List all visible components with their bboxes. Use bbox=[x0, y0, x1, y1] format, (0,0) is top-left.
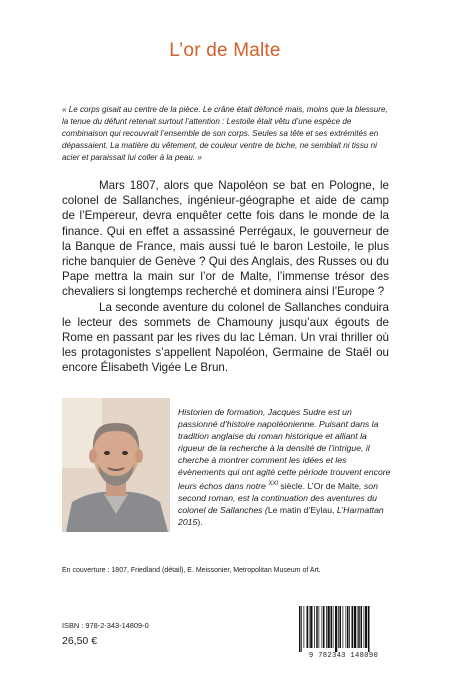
barcode-bar bbox=[301, 606, 302, 652]
barcode-bar bbox=[368, 606, 370, 652]
excerpt-quote: « Le corps gisait au centre de la pièce. Le crâne était défoncé mais, moins que la blessure, la tenue du défunt retenait surtout l’attention : Lestoile était vêtu d’une espèce de combinaison qui recouvrait l’ensemble de son corps. Seules sa tête et ses extrémités en dépassaient. La matière du vêtement, de couleur ventre de biche, ne semblait ni tissu ni acier et paraissait lui coller à la peau. » bbox=[62, 105, 388, 162]
barcode-bar bbox=[322, 606, 323, 648]
barcode-bar bbox=[340, 606, 342, 648]
barcode-bar bbox=[314, 606, 315, 648]
bio-previous-book: Le matin d’Eylau, bbox=[267, 504, 337, 515]
barcode-bars bbox=[295, 604, 392, 652]
barcode bbox=[295, 604, 392, 662]
barcode-bar bbox=[343, 606, 344, 648]
barcode-bar bbox=[347, 606, 349, 648]
bio-text: siècle. bbox=[277, 480, 308, 491]
barcode-bar bbox=[364, 606, 365, 648]
barcode-bar bbox=[358, 606, 360, 648]
barcode-bar bbox=[346, 606, 347, 648]
barcode-bar bbox=[338, 606, 339, 648]
barcode-bar bbox=[357, 606, 358, 648]
barcode-bar bbox=[354, 606, 356, 648]
book-title: L’or de Malte bbox=[169, 40, 281, 61]
barcode-bar bbox=[333, 606, 334, 648]
barcode-digits: 9 782343 148090 bbox=[308, 652, 379, 660]
bio-text: , son second roman, est la continuation des aventures du colonel de Sallanches ( bbox=[178, 480, 378, 515]
bio-book-title: L’Or de Malte bbox=[307, 480, 360, 491]
bio-publisher: L’Harmattan 2015 bbox=[178, 504, 384, 527]
author-portrait-illustration bbox=[62, 398, 170, 532]
author-photo bbox=[62, 398, 170, 532]
author-bio bbox=[178, 406, 392, 528]
summary-paragraph: La seconde aventure du colonel de Sallanches conduira le lecteur des sommets de Chamouny jusqu’aux égouts de Rome en passant par les rives du lac Léman. Un vrai thriller où les protagonistes s’appellent Napoléon, Germaine de Staël ou encore Élisabeth Vigée Le Brun. bbox=[62, 300, 389, 375]
barcode-bar bbox=[326, 606, 327, 648]
barcode-bar bbox=[331, 606, 333, 648]
barcode-bar bbox=[349, 606, 350, 648]
barcode-bar bbox=[307, 606, 309, 648]
isbn: ISBN : 978-2-343-14809-0 bbox=[62, 621, 149, 630]
cover-credit: En couverture : 1807, Friedland (détail), E. Meissonier, Metropolitan Museum of Art. bbox=[62, 567, 321, 574]
barcode-bar bbox=[299, 606, 301, 652]
barcode-bar bbox=[352, 606, 354, 648]
bio-text: ). bbox=[197, 516, 203, 527]
barcode-bar bbox=[309, 606, 310, 648]
price: 26,50 € bbox=[62, 635, 98, 647]
barcode-bar bbox=[328, 606, 330, 648]
book-summary bbox=[62, 178, 389, 376]
barcode-bar bbox=[316, 606, 318, 648]
barcode-bar bbox=[361, 606, 363, 648]
barcode-bar bbox=[365, 606, 367, 648]
barcode-bar bbox=[335, 606, 337, 652]
bio-century: XXI bbox=[268, 481, 278, 487]
summary-paragraph: Mars 1807, alors que Napoléon se bat en Pologne, le colonel de Sallanches, ingénieur-géographe et aide de camp de l’Empereur, devra enquêter cette fois dans le monde de la finance. Qui en effet a assassiné Perrégaux, le gouverneur de la Banque de France, mais aussi tué le baron Lestoile, le plus riche banquier de Genève ? Qui des Anglais, des Russes ou du Pape mettra la main sur l’or de Malte, l’immense trésor des chevaliers si longtemps recherché et dominera ainsi l’Europe ? bbox=[62, 179, 389, 299]
bio-text: Historien de formation, Jacques Sudre est un passionné d’histoire napoléonienne. Puisant dans la tradition anglaise du roman historique et alliant la rigueur de la recherche à la densité de l’intrigue, il cherche à montrer comment les idées et les évènements qui ont agité cette période trouvent encore leurs échos dans notre bbox=[178, 407, 391, 491]
barcode-bar bbox=[319, 606, 320, 648]
barcode-bar bbox=[310, 606, 312, 648]
barcode-bar bbox=[304, 606, 305, 648]
barcode-bar bbox=[323, 606, 325, 648]
